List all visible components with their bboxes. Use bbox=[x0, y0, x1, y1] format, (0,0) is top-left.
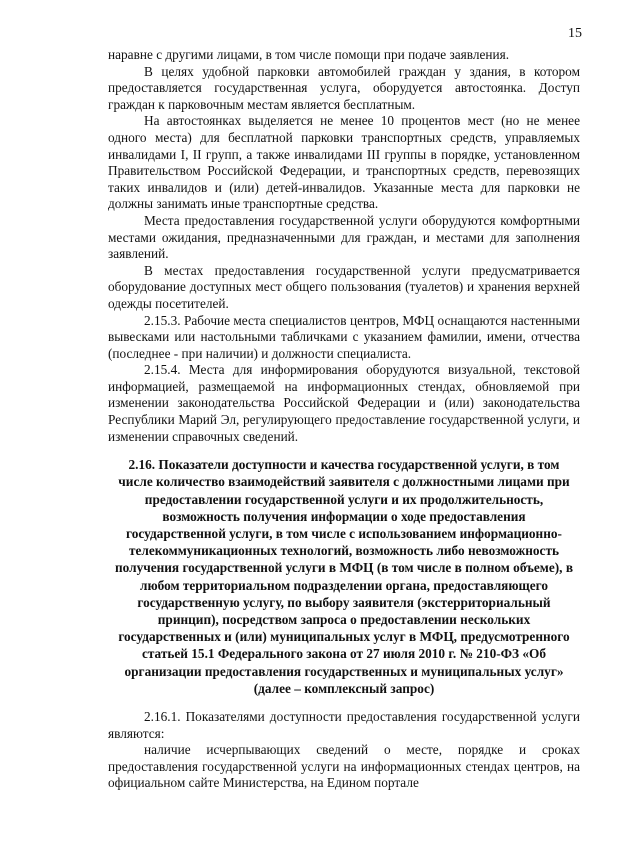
section-heading: 2.16. Показатели доступности и качества государственной услуги, в том числе количество взаимодействий заявителя с должностными лицами при предоставлении государственной услуги и их продолжительность, возможность получения информации о ходе предоставления государственной услуги, в том числе с использованием информационно-телекоммуникационных технологий, возможность либо невозможность получения государственной услуги в МФЦ (в том числе в полном объеме), в любом территориальном подразделении органа, предоставляющего государственную услугу, по выбору заявителя (экстерриториальный принцип), посредством запроса о предоставлении нескольких государственных и (или) муниципальных услуг в МФЦ, предусмотренного статьей 15.1 Федерального закона от 27 июля 2010 г. № 210-ФЗ «Об организации предоставления государственных и муниципальных услуг» (далее – комплексный запрос) bbox=[114, 457, 574, 696]
paragraph: наравне с другими лицами, в том числе помощи при подаче заявления. bbox=[108, 47, 510, 62]
document-body bbox=[108, 47, 580, 792]
paragraph: На автостоянках выделяется не менее 10 процентов мест (но не менее одного места) для бесплатной парковки транспортных средств, управляемых инвалидами I, II групп, а также инвалидами III группы в порядке, установленном Правительством Российской Федерации, и транспортных средств, перевозящих таких инвалидов и (или) детей-инвалидов. Указанные места для парковки не должны занимать иные транспортные средства. bbox=[108, 113, 580, 212]
paragraph: В целях удобной парковки автомобилей граждан у здания, в котором предоставляется государственная услуга, оборудуется автостоянка. Доступ граждан к парковочным местам является бесплатным. bbox=[108, 63, 580, 112]
paragraph: 2.16.1. Показателями доступности предоставления государственной услуги являются: bbox=[108, 709, 580, 741]
paragraph: 2.15.3. Рабочие места специалистов центров, МФЦ оснащаются настенными вывесками или настольными табличками с указанием фамилии, имени, отчества (последнее - при наличии) и должности специалиста. bbox=[108, 312, 580, 361]
paragraph: 2.15.4. Места для информирования оборудуются визуальной, текстовой информацией, размещаемой на информационных стендах, обновляемой при изменении законодательства Российской Федерации и (или) законодательства Республики Марий Эл, регулирующего предоставление государственной услуги, и изменении справочных сведений. bbox=[108, 362, 580, 444]
paragraph: В местах предоставления государственной услуги предусматривается оборудование доступных мест общего пользования (туалетов) и хранения верхней одежды посетителей. bbox=[108, 262, 580, 311]
page-number: 15 bbox=[568, 26, 582, 41]
paragraph: наличие исчерпывающих сведений о месте, порядке и сроках предоставления государственной услуги на информационных стендах центров, на официальном сайте Министерства, на Едином портале bbox=[108, 742, 580, 791]
paragraph: Места предоставления государственной услуги оборудуются комфортными местами ожидания, предназначенными для граждан, и местами для заполнения заявлений. bbox=[108, 212, 580, 262]
